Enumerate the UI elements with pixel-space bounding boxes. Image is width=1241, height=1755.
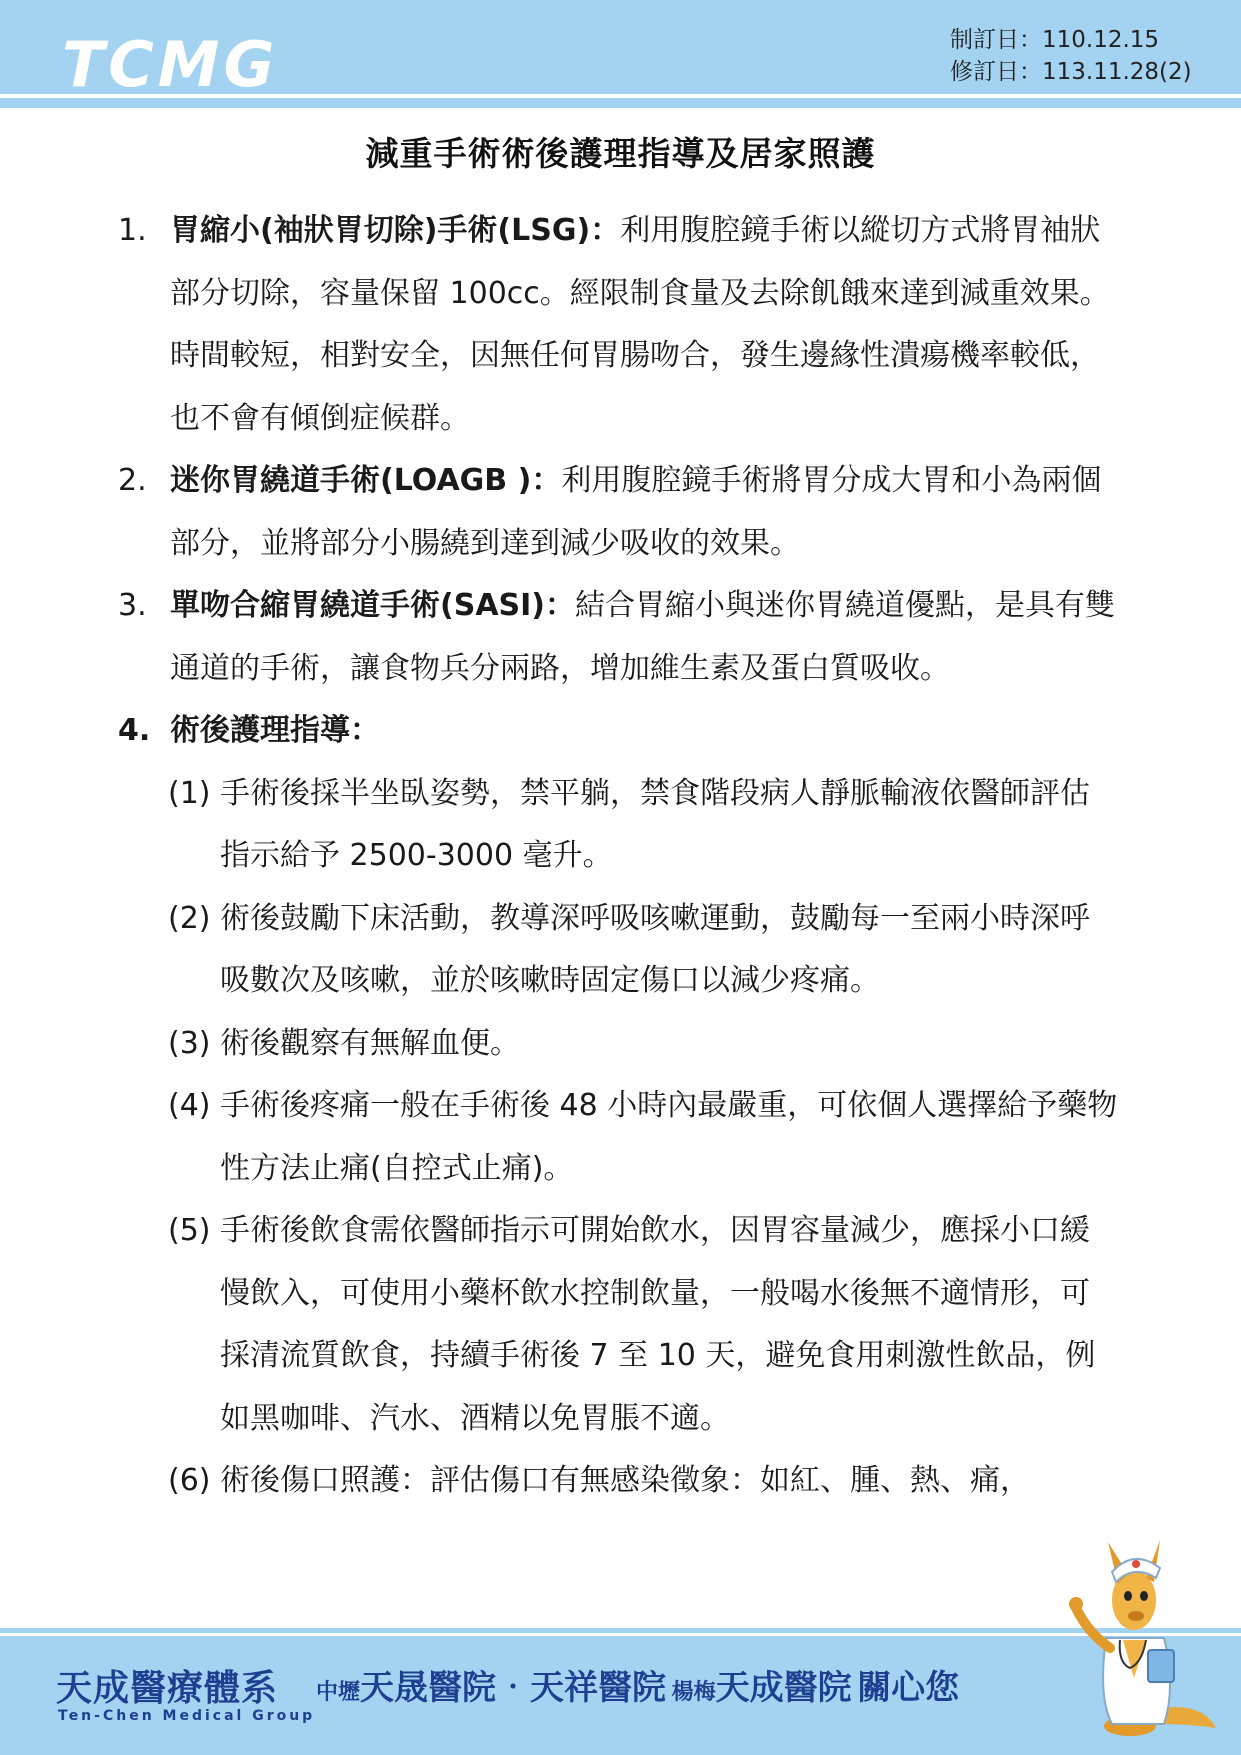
slogan-hospital-2: 天成醫院 bbox=[715, 1668, 852, 1708]
group-name: 天成醫療體系 bbox=[56, 1667, 279, 1709]
item-number: (5) bbox=[168, 1213, 211, 1248]
section-number: 1. bbox=[118, 213, 147, 248]
item-number: (6) bbox=[168, 1463, 211, 1498]
item-text: 術後觀察有無解血便。 bbox=[220, 1025, 520, 1061]
item-text: 手術後飲食需依醫師指示可開始飲水，因胃容量減少，應採小口緩慢飲入，可使用小藥杯飲水控制飲量，一般喝水後無不適情形，可採清流質飲食，持續手術後 7 至 10 天，避免食用刺激性飲品，例如黑咖啡、汽水、酒精以免胃脹不適。 bbox=[220, 1213, 1096, 1436]
slogan-end: 關心您 bbox=[857, 1668, 960, 1708]
section-number: 3. bbox=[118, 588, 147, 623]
instruction-item-1 bbox=[118, 763, 1118, 888]
instruction-item-5 bbox=[118, 1200, 1118, 1450]
item-text: 手術後採半坐臥姿勢，禁平躺，禁食階段病人靜脈輸液依醫師評估指示給予 2500-3000 毫升。 bbox=[220, 775, 1090, 873]
section-1 bbox=[118, 200, 1118, 450]
section-text: 利用腹腔鏡手術將胃分成大胃和小為兩個部分，並將部分小腸繞到達到減少吸收的效果。 bbox=[170, 463, 1102, 561]
instruction-item-6 bbox=[118, 1450, 1118, 1513]
section-text: 結合胃縮小與迷你胃繞道優點，是具有雙通道的手術，讓食物兵分兩路，增加維生素及蛋白質吸收。 bbox=[170, 588, 1116, 686]
item-number: (4) bbox=[168, 1088, 211, 1123]
instruction-item-2 bbox=[118, 888, 1118, 1013]
item-number: (1) bbox=[168, 775, 211, 811]
kangaroo-doctor-mascot-icon bbox=[1068, 1528, 1218, 1740]
section-heading: 單吻合縮胃繞道手術(SASI)： bbox=[170, 588, 576, 623]
slogan-place-2: 楊梅 bbox=[671, 1679, 716, 1705]
item-text: 術後鼓勵下床活動，教導深呼吸咳嗽運動，鼓勵每一至兩小時深呼吸數次及咳嗽，並於咳嗽時固定傷口以減少疼痛。 bbox=[220, 900, 1090, 998]
tcmg-logo: TCMG bbox=[62, 28, 279, 101]
document-body bbox=[118, 200, 1118, 1513]
footer-slogan bbox=[316, 1668, 959, 1714]
item-text: 手術後疼痛一般在手術後 48 小時內最嚴重，可依個人選擇給予藥物性方法止痛(自控式止痛)。 bbox=[220, 1088, 1118, 1186]
document-dates bbox=[950, 24, 1230, 88]
instruction-item-3 bbox=[118, 1013, 1118, 1076]
section-number: 2. bbox=[118, 463, 147, 498]
item-number: (2) bbox=[168, 900, 211, 936]
item-text: 術後傷口照護：評估傷口有無感染徵象：如紅、腫、熱、痛， bbox=[220, 1463, 1030, 1498]
footer-divider bbox=[0, 1628, 1241, 1633]
section-heading: 迷你胃繞道手術(LOAGB )： bbox=[170, 463, 562, 498]
section-heading: 術後護理指導： bbox=[170, 713, 380, 748]
item-number: (3) bbox=[168, 1025, 211, 1061]
section-text: 利用腹腔鏡手術以縱切方式將胃袖狀部分切除，容量保留 100cc。經限制食量及去除飢餓來達到減重效果。時間較短，相對安全，因無任何胃腸吻合，發生邊緣性潰瘍機率較低，也不會有傾倒症候群。 bbox=[170, 213, 1110, 436]
section-heading: 胃縮小(袖狀胃切除)手術(LSG)： bbox=[170, 213, 621, 248]
slogan-place-1: 中壢 bbox=[316, 1679, 361, 1705]
section-2 bbox=[118, 450, 1118, 575]
group-name-en: Ten-Chen Medical Group bbox=[58, 1708, 316, 1724]
slogan-hospitals-1: 天晟醫院‧天祥醫院 bbox=[360, 1668, 667, 1708]
section-4 bbox=[118, 700, 1118, 763]
section-number: 4. bbox=[118, 713, 151, 748]
section-3 bbox=[118, 575, 1118, 700]
instruction-item-4 bbox=[118, 1075, 1118, 1200]
created-date: 制訂日：110.12.15 bbox=[950, 27, 1160, 53]
revised-date: 修訂日：113.11.28(2) bbox=[950, 59, 1192, 85]
page-title: 減重手術術後護理指導及居家照護 bbox=[365, 134, 876, 173]
